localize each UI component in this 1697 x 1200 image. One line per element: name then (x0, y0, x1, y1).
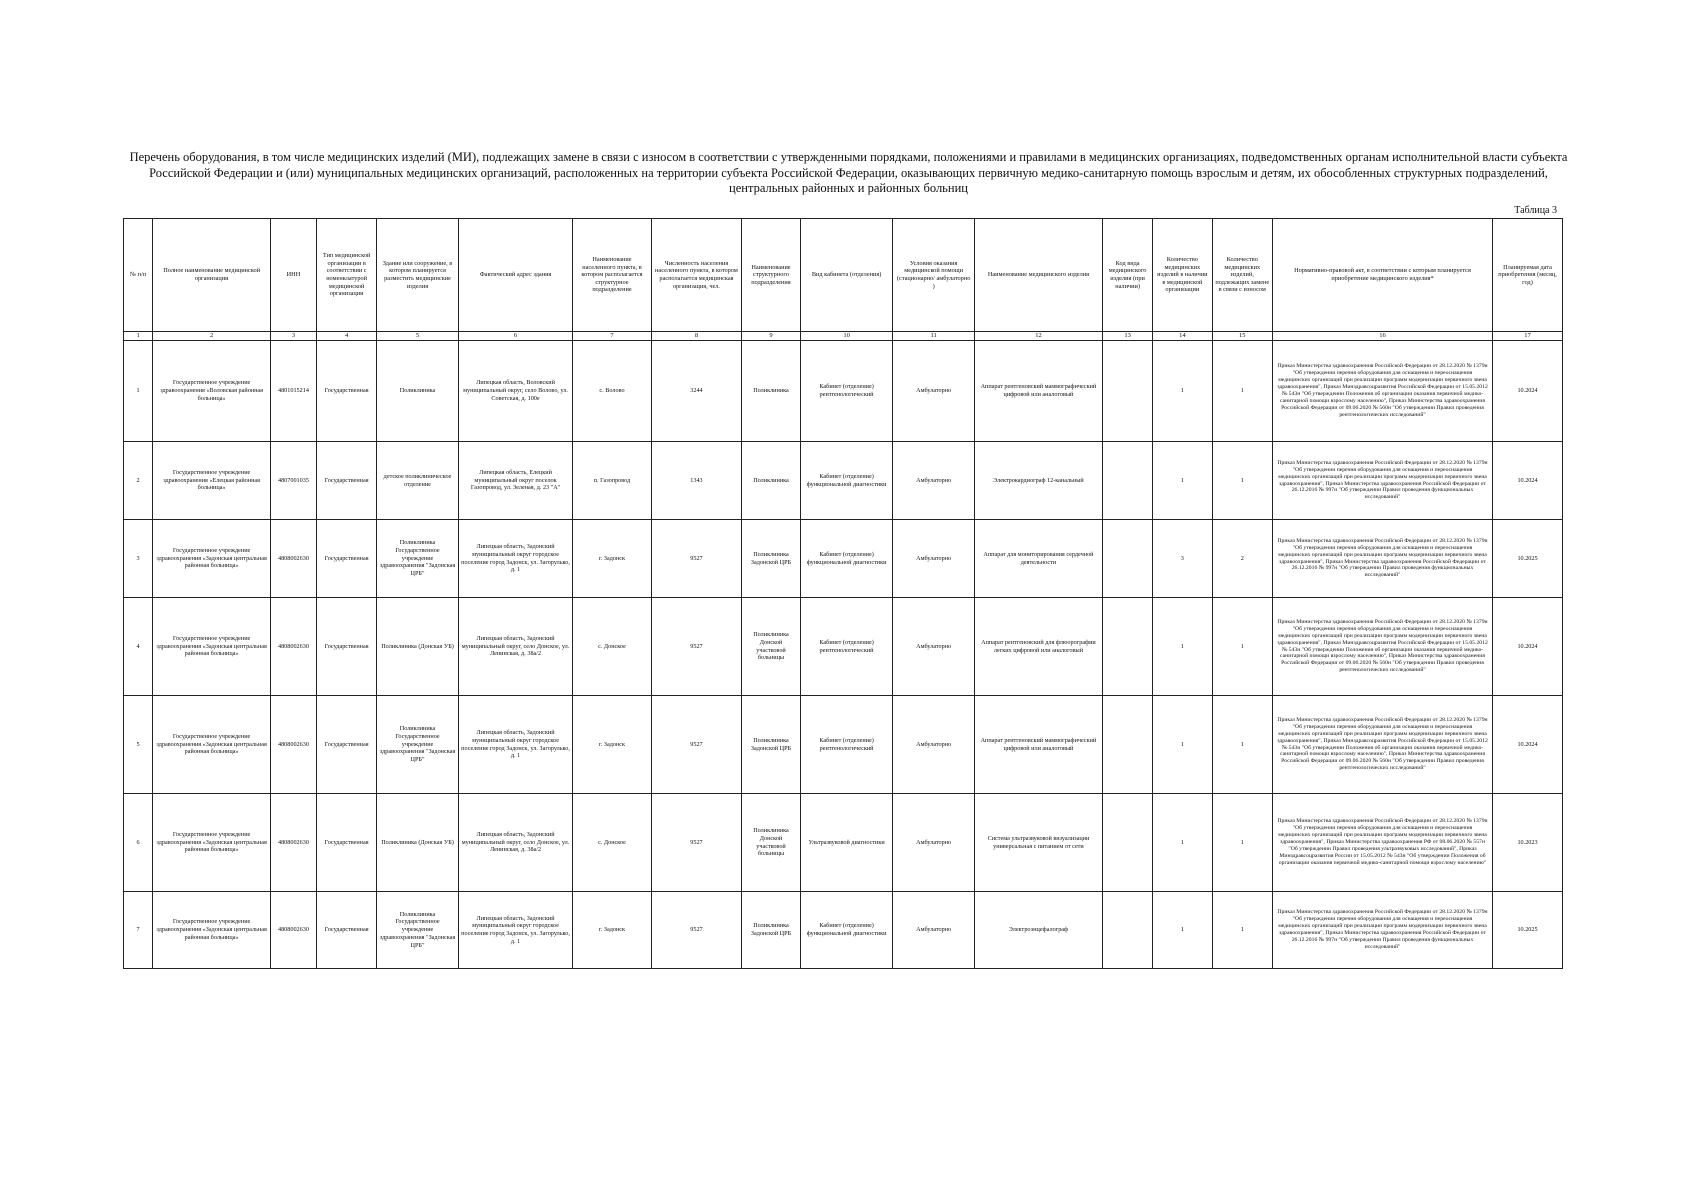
header-cell: Тип медицинской организации в соответствии с номенклатурой медицинской организации (316, 219, 376, 332)
table-row (124, 341, 1563, 442)
column-number-row (124, 332, 1563, 341)
header-cell: Вид кабинета (отделения) (800, 219, 893, 332)
header-cell: № п/п (124, 219, 153, 332)
table-row (124, 794, 1563, 892)
device-code-cell (1103, 341, 1153, 442)
purchase-date-cell: 10.2024 (1493, 696, 1563, 794)
unit-cell: Поликлиника Донской участковой больницы (742, 598, 800, 696)
column-number: 14 (1153, 332, 1212, 341)
conditions-cell: Амбулаторно (893, 520, 974, 598)
column-number: 9 (742, 332, 800, 341)
address-cell: Липецкая область, Воловский муниципальный округ, село Волово, ул. Советская, д. 100е (458, 341, 573, 442)
locality-cell: с. Донское (573, 598, 651, 696)
column-number: 2 (153, 332, 271, 341)
unit-cell: Поликлиника Задонской ЦРБ (742, 892, 800, 969)
table-row (124, 442, 1563, 520)
locality-cell: г. Задонск (573, 520, 651, 598)
row-number-cell: 1 (124, 341, 153, 442)
legal-act-cell: Приказ Министерства здравоохранения Российской Федерации от 28.12.2020 № 1379н "Об утверждении перечня оборудования для оснащения и переоснащения медицинских организаций при реализации программ модернизации первичного звена здравоохранения", Приказ Министерства здравоохранения Российской Федерации от 26.12.2016 № 997н "Об утверждении Правил проведения функциональных исследований" (1273, 892, 1493, 969)
org-name-cell: Государственное учреждение здравоохранения «Задонская центральная районная больница» (153, 892, 271, 969)
org-type-cell: Государственная (316, 442, 376, 520)
qty-have-cell: 3 (1153, 520, 1212, 598)
building-cell: Поликлиника (377, 341, 458, 442)
legal-act-cell: Приказ Министерства здравоохранения Российской Федерации от 28.12.2020 № 1379н "Об утверждении перечня оборудования для оснащения и переоснащения медицинских организаций при реализации программ модернизации первичного звена здравоохранения", Приказ Минздравсоцразвития Российской Федерации от 15.05.2012 № 543н "Об утверждении Положения об организации оказания первичной медико-санитарной помощи взрослому населению", Приказ Министерства здравоохранения Российской Федерации от 09.06.2020 № 560н "Об утверждении Правил проведения рентгенологических исследований" (1273, 341, 1493, 442)
population-cell: 9527 (651, 520, 742, 598)
purchase-date-cell: 10.2025 (1493, 520, 1563, 598)
qty-replace-cell: 1 (1212, 794, 1272, 892)
inn-cell: 4808002630 (271, 892, 317, 969)
header-cell: Фактический адрес здания (458, 219, 573, 332)
cabinet-cell: Кабинет (отделение) рентгенологический (800, 696, 893, 794)
conditions-cell: Амбулаторно (893, 341, 974, 442)
legal-act-cell: Приказ Министерства здравоохранения Российской Федерации от 28.12.2020 № 1379н "Об утверждении перечня оборудования для оснащения и переоснащения медицинских организаций при реализации программ модернизации первичного звена здравоохранения", Приказ Минздравсоцразвития Российской Федерации от 15.05.2012 № 543н "Об утверждении Положения об организации оказания первичной медико-санитарной помощи взрослому населению", Приказ Министерства здравоохранения Российской Федерации от 09.06.2020 № 560н "Об утверждении Правил проведения рентгенологических исследований" (1273, 696, 1493, 794)
inn-cell: 4807001035 (271, 442, 317, 520)
population-cell: 1343 (651, 442, 742, 520)
table-row (124, 520, 1563, 598)
column-number: 3 (271, 332, 317, 341)
column-number: 15 (1212, 332, 1272, 341)
device-cell: Аппарат рентгеновский маммографический цифровой или аналоговый (974, 341, 1102, 442)
cabinet-cell: Ультразвуковой диагностики (800, 794, 893, 892)
header-cell: Количество медицинских изделий в наличии в медицинской организации (1153, 219, 1212, 332)
qty-replace-cell: 1 (1212, 892, 1272, 969)
cabinet-cell: Кабинет (отделение) рентгенологический (800, 341, 893, 442)
column-number: 16 (1273, 332, 1493, 341)
header-cell: Полное наименование медицинской организации (153, 219, 271, 332)
building-cell: Поликлиника (Донская УБ) (377, 794, 458, 892)
inn-cell: 4808002630 (271, 794, 317, 892)
device-code-cell (1103, 520, 1153, 598)
address-cell: Липецкая область, Задонский муниципальный округ городское поселение город Задонск, ул. Загорулько, д. 1 (458, 892, 573, 969)
row-number-cell: 3 (124, 520, 153, 598)
unit-cell: Поликлиника Донской участковой больницы (742, 794, 800, 892)
inn-cell: 4801015214 (271, 341, 317, 442)
table-body (124, 341, 1563, 969)
table-row (124, 598, 1563, 696)
qty-have-cell: 1 (1153, 892, 1212, 969)
row-number-cell: 2 (124, 442, 153, 520)
device-cell: Система ультразвуковой визуализации универсальная с питанием от сети (974, 794, 1102, 892)
conditions-cell: Амбулаторно (893, 794, 974, 892)
column-number: 13 (1103, 332, 1153, 341)
address-cell: Липецкая область, Задонский муниципальный округ, село Донское, ул. Ленинская, д. 38а/2 (458, 598, 573, 696)
qty-have-cell: 1 (1153, 442, 1212, 520)
column-number: 6 (458, 332, 573, 341)
qty-replace-cell: 1 (1212, 598, 1272, 696)
locality-cell: г. Задонск (573, 892, 651, 969)
conditions-cell: Амбулаторно (893, 598, 974, 696)
conditions-cell: Амбулаторно (893, 892, 974, 969)
header-cell: Наименование структурного подразделения (742, 219, 800, 332)
cabinet-cell: Кабинет (отделение) рентгенологический (800, 598, 893, 696)
table-row (124, 696, 1563, 794)
row-number-cell: 4 (124, 598, 153, 696)
header-cell: Численность населения населенного пункта, в котором располагается медицинская организация, чел. (651, 219, 742, 332)
qty-have-cell: 1 (1153, 696, 1212, 794)
column-number: 10 (800, 332, 893, 341)
column-number: 1 (124, 332, 153, 341)
column-number: 8 (651, 332, 742, 341)
device-code-cell (1103, 598, 1153, 696)
device-cell: Аппарат рентгеновский маммографический цифровой или аналоговый (974, 696, 1102, 794)
org-type-cell: Государственная (316, 341, 376, 442)
org-name-cell: Государственное учреждение здравоохранения «Задонская центральная районная больница» (153, 794, 271, 892)
qty-replace-cell: 2 (1212, 520, 1272, 598)
org-type-cell: Государственная (316, 892, 376, 969)
device-code-cell (1103, 696, 1153, 794)
header-row (124, 219, 1563, 332)
column-number: 4 (316, 332, 376, 341)
column-number: 17 (1493, 332, 1563, 341)
row-number-cell: 5 (124, 696, 153, 794)
locality-cell: г. Задонск (573, 696, 651, 794)
cabinet-cell: Кабинет (отделение) функциональной диагностики (800, 520, 893, 598)
legal-act-cell: Приказ Министерства здравоохранения Российской Федерации от 28.12.2020 № 1379н "Об утверждении перечня оборудования для оснащения и переоснащения медицинских организаций при реализации программ модернизации первичного звена здравоохранения", Приказ Министерства здравоохранения Российской Федерации от 26.12.2016 № 997н "Об утверждении Правил проведения функциональных исследований" (1273, 520, 1493, 598)
address-cell: Липецкая область, Елецкий муниципальный округ поселок Газопровод, ул. Зеленая, д. 23 "А" (458, 442, 573, 520)
cabinet-cell: Кабинет (отделение) функциональной диагностики (800, 442, 893, 520)
qty-replace-cell: 1 (1212, 442, 1272, 520)
building-cell: Поликлиника Государственное учреждение здравоохранения "Задонская ЦРБ" (377, 696, 458, 794)
org-name-cell: Государственное учреждение здравоохранения «Елецкая районная больница» (153, 442, 271, 520)
unit-cell: Поликлиника Задонской ЦРБ (742, 696, 800, 794)
header-cell: Здание или сооружение, в котором планируется разместить медицинские изделия (377, 219, 458, 332)
qty-have-cell: 1 (1153, 598, 1212, 696)
row-number-cell: 7 (124, 892, 153, 969)
table-row (124, 892, 1563, 969)
org-name-cell: Государственное учреждение здравоохранения «Воловская районная больница» (153, 341, 271, 442)
qty-replace-cell: 1 (1212, 696, 1272, 794)
device-cell: Электроэнцефалограф (974, 892, 1102, 969)
device-cell: Аппарат рентгеновский для флюорографии легких цифровой или аналоговый (974, 598, 1102, 696)
inn-cell: 4808002630 (271, 520, 317, 598)
header-cell: Код вида медицинского изделия (при наличии) (1103, 219, 1153, 332)
column-number: 5 (377, 332, 458, 341)
locality-cell: с. Донское (573, 794, 651, 892)
cabinet-cell: Кабинет (отделение) функциональной диагностики (800, 892, 893, 969)
legal-act-cell: Приказ Министерства здравоохранения Российской Федерации от 28.12.2020 № 1379н "Об утверждении перечня оборудования для оснащения и переоснащения медицинских организаций при реализации программ модернизации первичного звена здравоохранения", Приказ Министерства здравоохранения РФ от 08.06.2020 № 557н "Об утверждении Правил проведения ультразвуковых исследований", Приказ Минздравсоцразвития России от 15.05.2012 № 543н "Об утверждении Положения об организации оказания первичной медико-санитарной помощи взрослому населению" (1273, 794, 1493, 892)
address-cell: Липецкая область, Задонский муниципальный округ городское поселение город Задонск, ул. Загорулько, д. 1 (458, 520, 573, 598)
document-title: Перечень оборудования, в том числе медицинских изделий (МИ), подлежащих замене в связи с износом в соответствии с утвержденными порядками, положениями и правилами в медицинских организациях, подведомственных органам исполнительной власти субъекта Российской Федерации и (или) муниципальных медицинских организаций, расположенных на территории субъекта Российской Федерации, оказывающих первичную медико-санитарную помощь взрослым и детям, их обособленных структурных подразделений, центральных районных и районных больниц (129, 150, 1568, 195)
building-cell: детское поликлиническое отделение (377, 442, 458, 520)
building-cell: Поликлиника Государственное учреждение здравоохранения "Задонская ЦРБ" (377, 892, 458, 969)
inn-cell: 4808002630 (271, 696, 317, 794)
org-name-cell: Государственное учреждение здравоохранения «Задонская центральная районная больница» (153, 696, 271, 794)
legal-act-cell: Приказ Министерства здравоохранения Российской Федерации от 28.12.2020 № 1379н "Об утверждении перечня оборудования для оснащения и переоснащения медицинских организаций при реализации программ модернизации первичного звена здравоохранения", Приказ Министерства здравоохранения Российской Федерации от 26.12.2016 № 997н "Об утверждении Правил проведения функциональных исследований" (1273, 442, 1493, 520)
locality-cell: с. Волово (573, 341, 651, 442)
population-cell: 9527 (651, 696, 742, 794)
building-cell: Поликлиника Государственное учреждение здравоохранения "Задонская ЦРБ" (377, 520, 458, 598)
locality-cell: п. Газопровод (573, 442, 651, 520)
header-cell: Наименование медицинского изделия (974, 219, 1102, 332)
column-number: 7 (573, 332, 651, 341)
org-type-cell: Государственная (316, 598, 376, 696)
qty-replace-cell: 1 (1212, 341, 1272, 442)
column-number: 12 (974, 332, 1102, 341)
header-cell: ИНН (271, 219, 317, 332)
building-cell: Поликлиника (Донская УБ) (377, 598, 458, 696)
population-cell: 9527 (651, 794, 742, 892)
column-number: 11 (893, 332, 974, 341)
address-cell: Липецкая область, Задонский муниципальный округ городское поселение город Задонск, ул. Загорулько, д. 1 (458, 696, 573, 794)
row-number-cell: 6 (124, 794, 153, 892)
table-label: Таблица 3 (1514, 205, 1557, 216)
header-cell: Условия оказания медицинской помощи (стационарно/ амбулаторно ) (893, 219, 974, 332)
legal-act-cell: Приказ Министерства здравоохранения Российской Федерации от 28.12.2020 № 1379н "Об утверждении перечня оборудования для оснащения и переоснащения медицинских организаций при реализации программ модернизации первичного звена здравоохранения", Приказ Минздравсоцразвития Российской Федерации от 15.05.2012 № 543н "Об утверждении Положения об организации оказания первичной медико-санитарной помощи взрослому населению", Приказ Министерства здравоохранения Российской Федерации от 09.06.2020 № 560н "Об утверждении Правил проведения рентгенологических исследований" (1273, 598, 1493, 696)
org-type-cell: Государственная (316, 794, 376, 892)
purchase-date-cell: 10.2024 (1493, 598, 1563, 696)
address-cell: Липецкая область, Задонский муниципальный округ, село Донское, ул. Ленинская, д. 38а/2 (458, 794, 573, 892)
qty-have-cell: 1 (1153, 341, 1212, 442)
conditions-cell: Амбулаторно (893, 442, 974, 520)
purchase-date-cell: 10.2024 (1493, 341, 1563, 442)
unit-cell: Поликлиника Задонской ЦРБ (742, 520, 800, 598)
device-code-cell (1103, 892, 1153, 969)
purchase-date-cell: 10.2023 (1493, 794, 1563, 892)
device-cell: Электрокардиограф 12-канальный (974, 442, 1102, 520)
purchase-date-cell: 10.2025 (1493, 892, 1563, 969)
equipment-table (123, 218, 1563, 969)
qty-have-cell: 1 (1153, 794, 1212, 892)
header-cell: Количество медицинских изделий, подлежащих замене в связи с износом (1212, 219, 1272, 332)
header-cell: Наименование населенного пункта, в котором располагается структурное подразделение (573, 219, 651, 332)
device-code-cell (1103, 442, 1153, 520)
conditions-cell: Амбулаторно (893, 696, 974, 794)
device-cell: Аппарат для мониторирования сердечной деятельности (974, 520, 1102, 598)
population-cell: 9527 (651, 892, 742, 969)
org-type-cell: Государственная (316, 696, 376, 794)
unit-cell: Поликлиника (742, 341, 800, 442)
inn-cell: 4808002630 (271, 598, 317, 696)
org-name-cell: Государственное учреждение здравоохранения «Задонская центральная районная больница» (153, 598, 271, 696)
purchase-date-cell: 10.2024 (1493, 442, 1563, 520)
header-cell: Планируемая дата приобретения (месяц, год) (1493, 219, 1563, 332)
unit-cell: Поликлиника (742, 442, 800, 520)
population-cell: 9527 (651, 598, 742, 696)
org-name-cell: Государственное учреждение здравоохранения «Задонская центральная районная больница» (153, 520, 271, 598)
device-code-cell (1103, 794, 1153, 892)
header-cell: Нормативно-правовой акт, в соответствии с которым планируется приобретение медицинского изделия* (1273, 219, 1493, 332)
population-cell: 3244 (651, 341, 742, 442)
org-type-cell: Государственная (316, 520, 376, 598)
